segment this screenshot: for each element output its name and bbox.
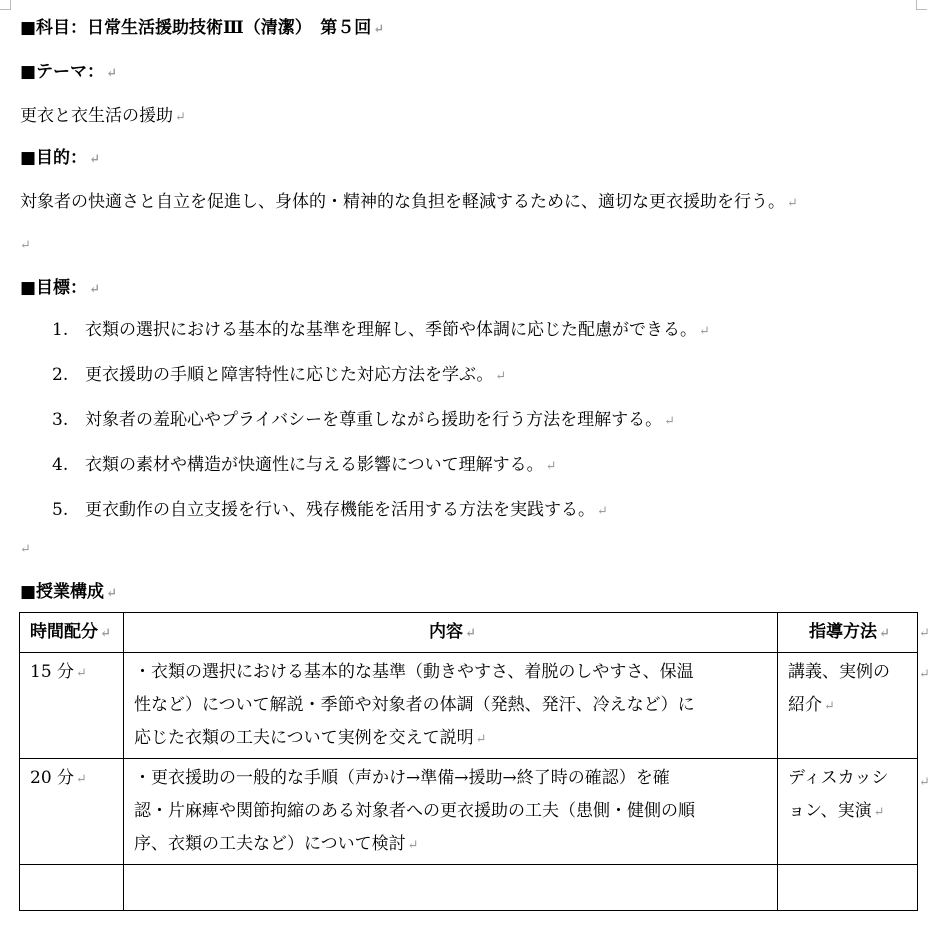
- header-method-text: 指導方法: [809, 622, 878, 642]
- theme-text-value: 更衣と衣生活の援助: [20, 106, 173, 126]
- header-content[interactable]: [124, 613, 778, 653]
- cell-method[interactable]: [778, 759, 918, 865]
- content-line: ・衣類の選択における基本的な基準（動きやすさ、着脱のしやすさ、保温: [134, 662, 694, 682]
- cell-method-empty[interactable]: [778, 865, 918, 911]
- purpose-text-value: 対象者の快適さと自立を促進し、身体的・精神的な負担を軽減するために、適切な更衣援助を行う。: [20, 192, 785, 212]
- paragraph-mark-icon: ↵: [664, 414, 676, 429]
- empty-paragraph[interactable]: [20, 536, 31, 562]
- goals-list: [52, 318, 710, 543]
- paragraph-mark-icon: ↵: [20, 542, 31, 557]
- goal-number: 5.: [52, 500, 69, 520]
- table-row: [20, 653, 918, 759]
- subject-line[interactable]: [20, 16, 384, 42]
- cell-mark-icon: ↵: [465, 626, 476, 641]
- method-line: ディスカッシ: [788, 768, 889, 788]
- row-end-mark-icon: ↵: [919, 626, 930, 641]
- paragraph-mark-icon: ↵: [373, 22, 385, 37]
- goals-heading-text: ■目標：: [20, 278, 88, 298]
- goal-item[interactable]: [52, 363, 710, 408]
- method-line-last: [788, 795, 911, 829]
- paragraph-mark-icon: ↵: [787, 196, 798, 211]
- cell-method[interactable]: [778, 653, 918, 759]
- method-line-text: 紹介: [788, 695, 822, 715]
- cell-mark-icon: ↵: [873, 805, 885, 820]
- paragraph-mark-icon: ↵: [89, 152, 100, 167]
- row-end-mark-icon: ↵: [919, 667, 930, 682]
- cell-time-text: 15 分: [30, 662, 75, 682]
- paragraph-mark-icon: ↵: [106, 66, 117, 81]
- content-line: ・更衣援助の一般的な手順（声かけ→準備→援助→終了時の確認）を確: [134, 768, 670, 788]
- table-row: [20, 759, 918, 865]
- purpose-heading-text: ■目的：: [20, 148, 88, 168]
- goal-item[interactable]: [52, 453, 710, 498]
- table-header-row: [20, 613, 918, 653]
- content-line: 性など）について解説・季節や対象者の体調（発熱、発汗、冷えなど）に: [134, 695, 695, 715]
- goal-text: 衣類の素材や構造が快適性に与える影響について理解する。: [85, 455, 544, 475]
- goal-text: 更衣動作の自立支援を行い、残存機能を活用する方法を実践する。: [85, 500, 595, 520]
- theme-heading[interactable]: [20, 60, 117, 86]
- goal-item[interactable]: [52, 318, 710, 363]
- cell-time-text: 20 分: [30, 768, 75, 788]
- goal-item[interactable]: [52, 498, 710, 543]
- cell-time[interactable]: [20, 653, 124, 759]
- paragraph-mark-icon: ↵: [175, 110, 186, 125]
- purpose-heading[interactable]: [20, 146, 100, 172]
- purpose-text[interactable]: [20, 190, 798, 216]
- cell-time[interactable]: [20, 759, 124, 865]
- cell-mark-icon: ↵: [76, 772, 87, 787]
- empty-paragraph[interactable]: [20, 232, 31, 258]
- goal-text: 更衣援助の手順と障害特性に応じた対応方法を学ぶ。: [85, 365, 494, 385]
- cell-mark-icon: ↵: [824, 699, 835, 714]
- paragraph-mark-icon: ↵: [20, 238, 31, 253]
- goals-heading[interactable]: [20, 276, 100, 302]
- paragraph-mark-icon: ↵: [89, 282, 100, 297]
- structure-heading-text: ■授業構成: [20, 582, 105, 602]
- cell-content[interactable]: [124, 653, 778, 759]
- content-line-last: [134, 828, 771, 862]
- cell-content-empty[interactable]: [124, 865, 778, 911]
- table-row-partial: [20, 865, 918, 911]
- header-time-text: 時間配分: [30, 622, 98, 642]
- goal-text: 対象者の羞恥心やプライバシーを尊重しながら援助を行う方法を理解する。: [85, 410, 663, 430]
- content-line-text: 応じた衣類の工夫について実例を交えて説明: [134, 728, 474, 748]
- method-line-last: [788, 689, 911, 723]
- method-line: 講義、実例の: [788, 662, 890, 682]
- row-end-mark-icon: ↵: [919, 775, 930, 790]
- lesson-structure-table: [19, 612, 918, 911]
- paragraph-mark-icon: ↵: [495, 369, 507, 384]
- theme-heading-text: ■テーマ：: [20, 62, 105, 82]
- cell-mark-icon: ↵: [76, 666, 87, 681]
- cell-time-empty[interactable]: [20, 865, 124, 911]
- subject-text: ■科目：日常生活援助技術Ⅲ（清潔） 第５回: [20, 18, 372, 38]
- goal-number: 2.: [52, 365, 69, 385]
- header-method[interactable]: [778, 613, 918, 653]
- paragraph-mark-icon: ↵: [699, 324, 710, 339]
- paragraph-mark-icon: ↵: [597, 504, 608, 519]
- cell-mark-icon: ↵: [475, 732, 487, 747]
- paragraph-mark-icon: ↵: [545, 459, 557, 474]
- goal-text: 衣類の選択における基本的な基準を理解し、季節や体調に応じた配慮ができる。: [85, 320, 697, 340]
- goal-number: 3.: [52, 410, 69, 430]
- goal-number: 4.: [52, 455, 69, 475]
- structure-heading[interactable]: [20, 580, 117, 606]
- goal-item[interactable]: [52, 408, 710, 453]
- goal-number: 1.: [52, 320, 69, 340]
- crop-mark-top-left: [0, 0, 11, 10]
- content-line-text: 序、衣類の工夫など）について検討: [134, 834, 406, 854]
- header-content-text: 内容: [429, 622, 464, 642]
- paragraph-mark-icon: ↵: [106, 586, 117, 601]
- method-line-text: ョン、実演: [788, 801, 872, 821]
- theme-text[interactable]: [20, 104, 186, 130]
- content-line-last: [134, 722, 771, 756]
- cell-content[interactable]: [124, 759, 778, 865]
- cell-mark-icon: ↵: [879, 626, 890, 641]
- cell-mark-icon: ↵: [100, 626, 111, 641]
- crop-mark-top-right: [916, 0, 927, 10]
- header-time[interactable]: [20, 613, 124, 653]
- cell-mark-icon: ↵: [407, 838, 419, 853]
- content-line: 認・片麻痺や関節拘縮のある対象者への更衣援助の工夫（患側・健側の順: [134, 801, 695, 821]
